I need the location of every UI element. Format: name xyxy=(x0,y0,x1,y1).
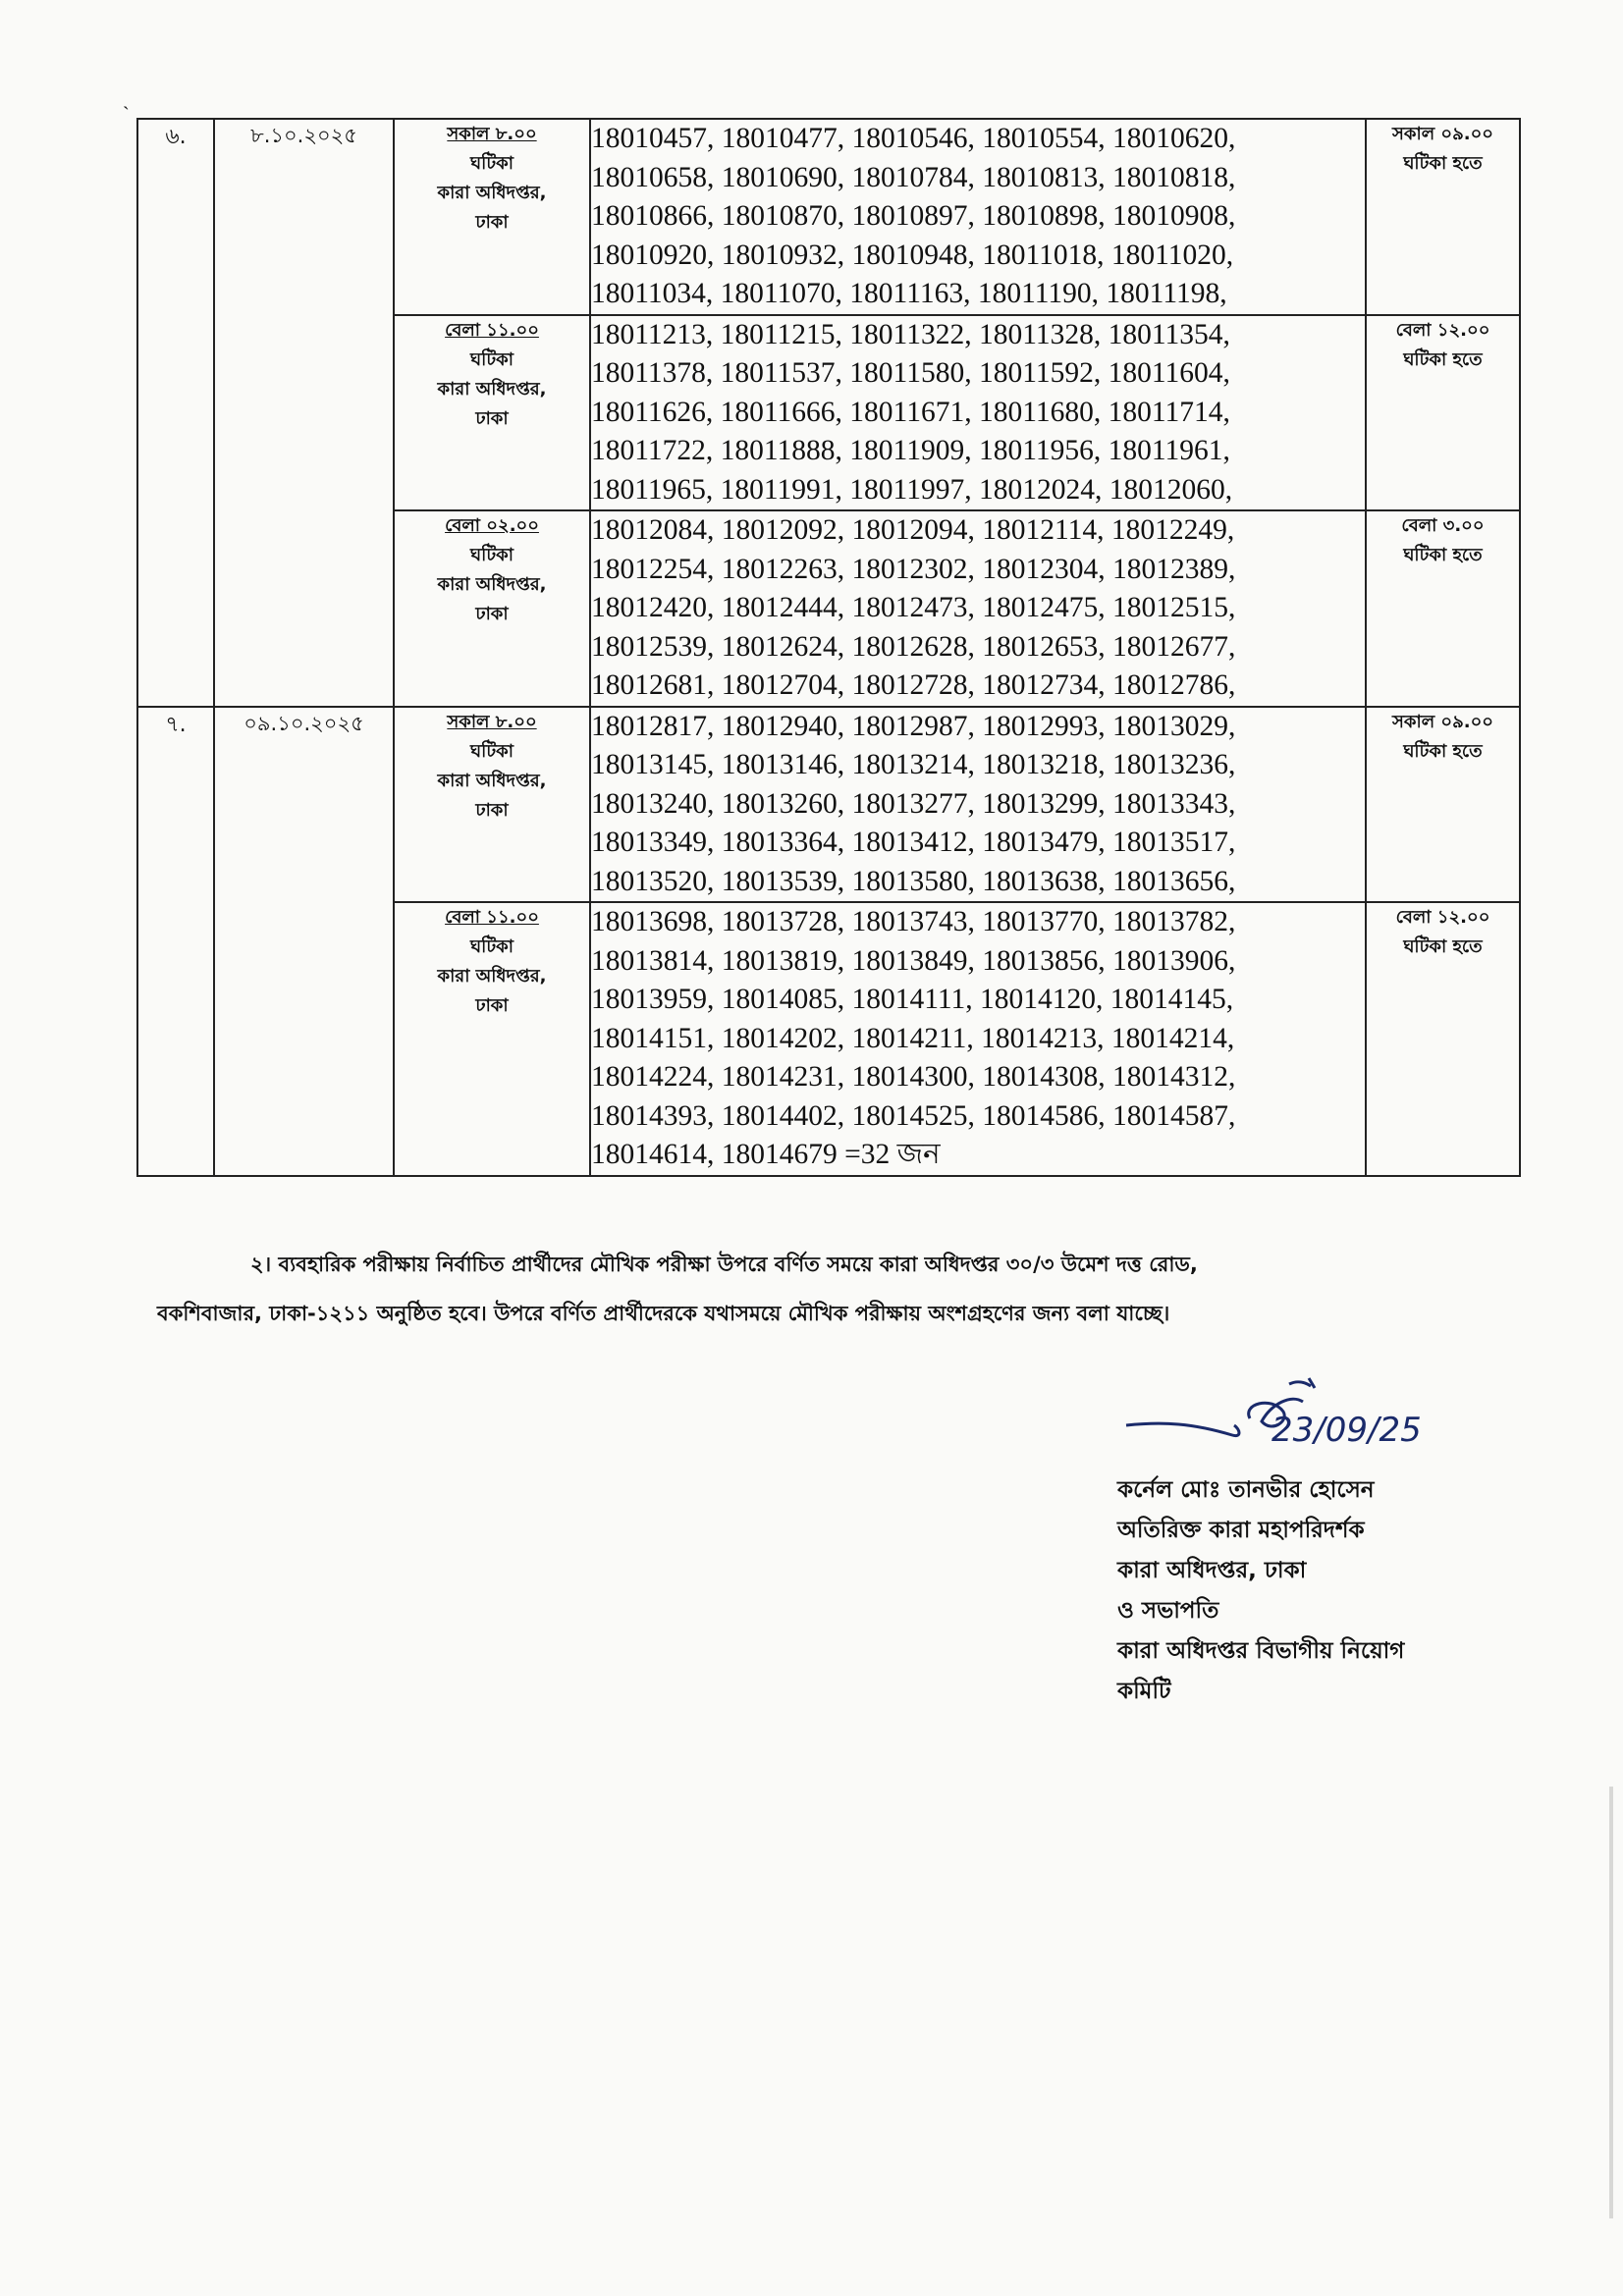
reporting-time: বেলা ০২.০০ xyxy=(445,515,539,536)
exam-start-time xyxy=(1366,315,1520,511)
signature-scribble xyxy=(1124,1364,1497,1463)
reporting-time-venue xyxy=(394,119,590,315)
roll-numbers xyxy=(590,315,1366,511)
signatory-office: কারা অধিদপ্তর, ঢাকা xyxy=(1117,1558,1307,1583)
roll-line: 18010457, 18010477, 18010546, 18010554, 18010620, xyxy=(591,123,1236,154)
venue-line1: কারা অধিদপ্তর, xyxy=(437,183,547,203)
start-time-unit: ঘটিকা হতে xyxy=(1403,545,1483,565)
roll-line: 18011722, 18011888, 18011909, 18011956, 18011961, xyxy=(591,435,1230,466)
roll-line: 18013959, 18014085, 18014111, 18014120, 18014145, xyxy=(591,984,1234,1015)
margin-tick-mark: ˏ xyxy=(123,86,130,110)
time-unit: ঘটিকা xyxy=(470,545,514,565)
venue-line1: কারা অধিদপ্তর, xyxy=(437,770,547,791)
time-unit: ঘটিকা xyxy=(470,740,514,762)
start-time-unit: ঘটিকা হতে xyxy=(1403,740,1483,762)
signatory-designation: অতিরিক্ত কারা মহাপরিদর্শক xyxy=(1117,1518,1365,1543)
reporting-time-venue xyxy=(394,315,590,511)
roll-line: 18010866, 18010870, 18010897, 18010898, 18010908, xyxy=(591,200,1236,232)
venue-line1: কারা অধিদপ্তর, xyxy=(437,966,547,987)
roll-line: 18012420, 18012444, 18012473, 18012475, 18012515, xyxy=(591,592,1236,623)
start-time-unit: ঘটিকা হতে xyxy=(1403,153,1483,174)
venue-line2: ঢাকা xyxy=(475,604,509,624)
reporting-time-venue xyxy=(394,707,590,903)
committee-name-line1: কারা অধিদপ্তর বিভাগীয় নিয়োগ xyxy=(1117,1638,1405,1664)
roll-line: 18013698, 18013728, 18013743, 18013770, 18013782, xyxy=(591,906,1236,937)
reporting-time: বেলা ১১.০০ xyxy=(445,907,539,928)
start-time: বেলা ৩.০০ xyxy=(1401,515,1485,536)
roll-line: 18013814, 18013819, 18013849, 18013856, 18013906, xyxy=(591,944,1236,977)
interview-schedule-table xyxy=(136,118,1521,1177)
time-unit: ঘটিকা xyxy=(470,936,514,957)
signature-block xyxy=(1117,1470,1404,1712)
start-time: বেলা ১২.০০ xyxy=(1395,907,1490,928)
roll-line: 18013240, 18013260, 18013277, 18013299, 18013343, xyxy=(591,787,1236,820)
venue-line2: ঢাকা xyxy=(475,212,509,233)
start-time-unit: ঘটিকা হতে xyxy=(1403,348,1483,370)
time-unit: ঘটিকা xyxy=(470,348,514,370)
start-time: বেলা ১২.০০ xyxy=(1395,319,1490,341)
roll-line: 18013520, 18013539, 18013580, 18013638, 18013656, xyxy=(591,865,1236,897)
roll-line: 18012817, 18012940, 18012987, 18012993, 18013029, xyxy=(591,710,1236,742)
reporting-time-venue xyxy=(394,510,590,707)
roll-line: 18014224, 18014231, 18014300, 18014308, 18014312, xyxy=(591,1061,1236,1093)
serial-number: ৬. xyxy=(137,119,214,707)
roll-numbers xyxy=(590,707,1366,903)
time-unit: ঘটিকা xyxy=(470,153,514,174)
roll-line: 18012254, 18012263, 18012302, 18012304, 18012389, xyxy=(591,553,1236,585)
instruction-paragraph-line2: বকশিবাজার, ঢাকা-১২১১ অনুষ্ঠিত হবে। উপরে বর্ণিত প্রার্থীদেরকে যথাসময়ে মৌখিক পরীক্ষায় অংশগ্রহণের জন্য বলা যাচ্ছে। xyxy=(157,1302,1170,1325)
venue-line2: ঢাকা xyxy=(475,799,509,821)
roll-line: 18011213, 18011215, 18011322, 18011328, 18011354, xyxy=(591,318,1230,350)
roll-line: 18014151, 18014202, 18014211, 18014213, 18014214, xyxy=(591,1022,1235,1054)
roll-numbers xyxy=(590,119,1366,315)
start-time: সকাল ০৯.০০ xyxy=(1391,124,1493,144)
roll-line: 18012681, 18012704, 18012728, 18012734, 18012786, xyxy=(591,669,1236,701)
signatory-role: ও সভাপতি xyxy=(1117,1598,1219,1624)
roll-line: 18011034, 18011070, 18011163, 18011190, 18011198, xyxy=(591,278,1227,309)
roll-numbers xyxy=(590,902,1366,1176)
schedule-row xyxy=(137,707,1520,903)
exam-start-time xyxy=(1366,119,1520,315)
roll-line: 18011965, 18011991, 18011997, 18012024, 18012060, xyxy=(591,473,1233,506)
roll-line: 18012539, 18012624, 18012628, 18012653, 18012677, xyxy=(591,630,1236,663)
venue-line2: ঢাকা xyxy=(475,407,509,429)
committee-name-line2: কমিটি xyxy=(1117,1679,1171,1704)
scan-edge-shadow xyxy=(1609,1787,1613,2218)
start-time-unit: ঘটিকা হতে xyxy=(1403,936,1483,957)
reporting-time: সকাল ৮.০০ xyxy=(447,124,537,144)
reporting-time: বেলা ১১.০০ xyxy=(445,319,539,341)
schedule-row xyxy=(137,119,1520,315)
roll-line: 18014393, 18014402, 18014525, 18014586, 18014587, xyxy=(591,1099,1236,1132)
exam-date: ০৯.১০.২০২৫ xyxy=(214,707,394,1176)
roll-line: 18011626, 18011666, 18011671, 18011680, 18011714, xyxy=(591,396,1230,428)
roll-line: 18014614, 18014679 =32 জন xyxy=(591,1139,941,1170)
venue-line2: ঢাকা xyxy=(475,995,509,1016)
roll-line: 18010658, 18010690, 18010784, 18010813, 18010818, xyxy=(591,161,1236,193)
start-time: সকাল ০৯.০০ xyxy=(1391,711,1493,732)
signatory-name: কর্নেল মোঃ তানভীর হোসেন xyxy=(1117,1477,1375,1503)
venue-line1: কারা অধিদপ্তর, xyxy=(437,574,547,595)
serial-number: ৭. xyxy=(137,707,214,1176)
exam-start-time xyxy=(1366,902,1520,1176)
exam-start-time xyxy=(1366,707,1520,903)
venue-line1: কারা অধিদপ্তর, xyxy=(437,378,547,400)
reporting-time: সকাল ৮.০০ xyxy=(447,711,537,732)
roll-line: 18011378, 18011537, 18011580, 18011592, 18011604, xyxy=(591,357,1230,389)
roll-line: 18010920, 18010932, 18010948, 18011018, 18011020, xyxy=(591,239,1234,271)
roll-line: 18013145, 18013146, 18013214, 18013218, 18013236, xyxy=(591,749,1236,780)
signature-date: 23/09/25 xyxy=(1271,1411,1422,1450)
roll-line: 18013349, 18013364, 18013412, 18013479, 18013517, xyxy=(591,827,1236,858)
instruction-paragraph-line1: ২। ব্যবহারিক পরীক্ষায় নির্বাচিত প্রার্থীদের মৌখিক পরীক্ষা উপরে বর্ণিত সময়ে কারা অধিদপ্তর ৩০/৩ উমেশ দত্ত রোড, xyxy=(250,1253,1198,1276)
exam-start-time xyxy=(1366,510,1520,707)
roll-numbers xyxy=(590,510,1366,707)
reporting-time-venue xyxy=(394,902,590,1176)
roll-line: 18012084, 18012092, 18012094, 18012114, 18012249, xyxy=(591,514,1235,546)
exam-date: ৮.১০.২০২৫ xyxy=(214,119,394,707)
